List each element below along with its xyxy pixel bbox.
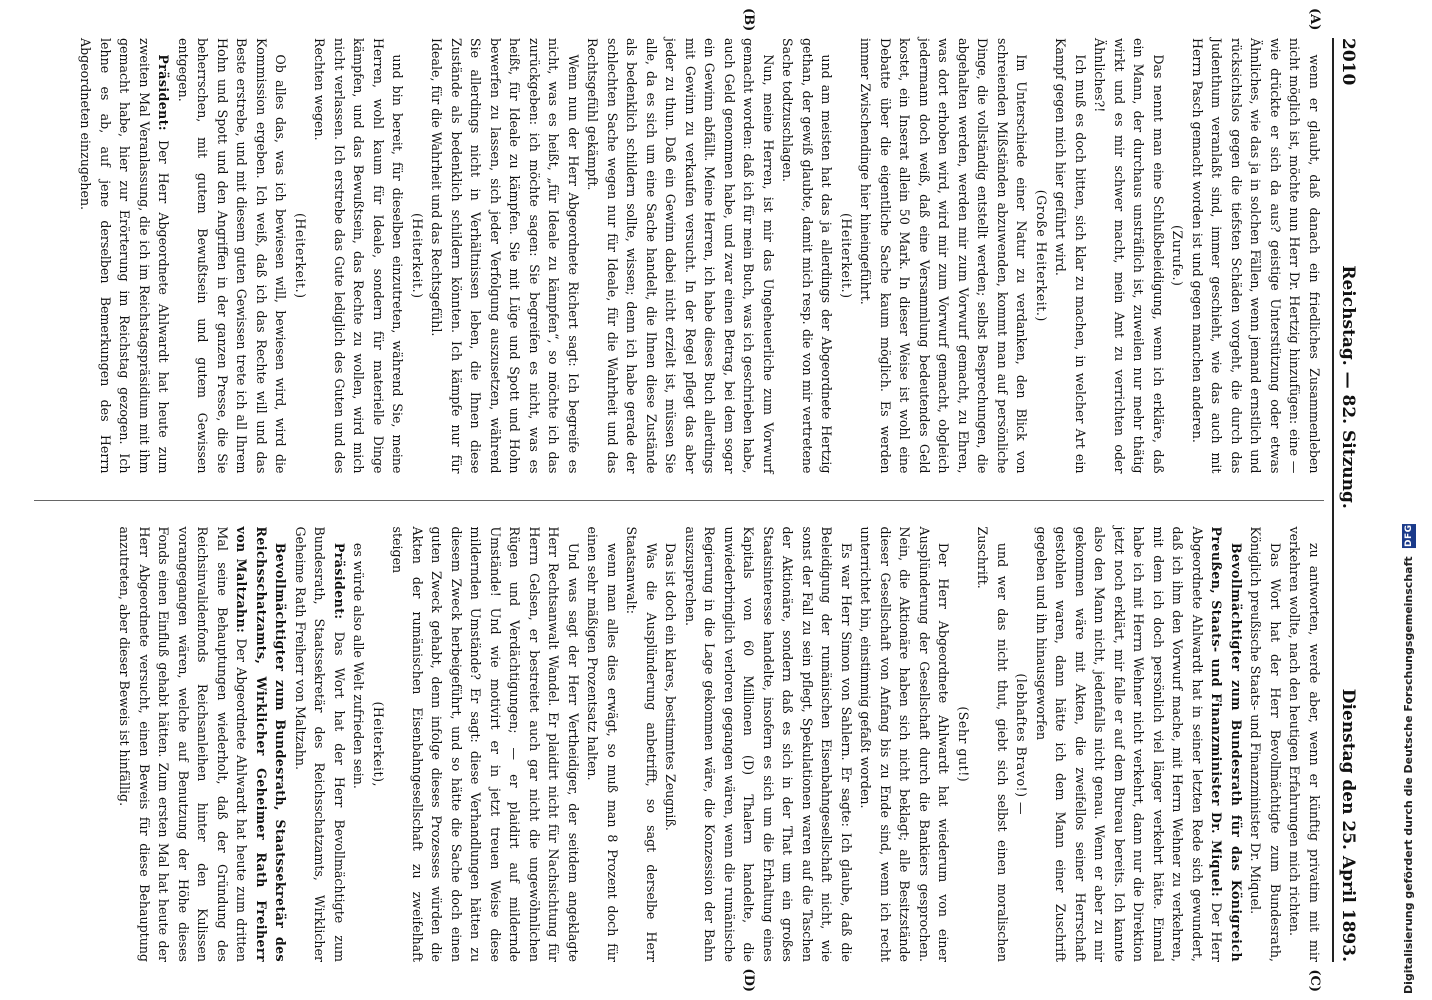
- stage-direction: (Große Heiterkeit.): [1034, 189, 1049, 322]
- stage-direction: (Heiterkeit.): [410, 213, 425, 299]
- page-number: 2010: [1338, 38, 1358, 86]
- paragraph: und am meisten hat das ja allerdings der Abgeordnete Hertzig gethan, der gewiß glaubte, damit mich resp. die von mir vertretene Sache todtzuschlagen.: [780, 38, 835, 474]
- stage-direction: (lebhaftes Bravo!) —: [1014, 673, 1030, 816]
- session-date: Dienstag den 25. April 1893.: [1338, 688, 1358, 962]
- paragraph: Es war Herr Simon von Sahlern. Er sagte: Ich glaube, daß die Beleidigung der rumänischen Eisenbahngesellschaft nicht, wie sonst der Fall zu sein pflegt, Spekulationen waren auf die Taschen der Aktionäre, sondern daß es sich in der That um ein großes Staatsinteresse handelte, insofern es sich um die Erhaltung eines Kapitals von 60 Millionen (D) Thalern handelte, die unwiederbringlich verloren gegangen wären, wenn die rumänische Regierung in die Lage gekommen wäre, die Konzession der Bahn auszusprechen.: [683, 526, 854, 962]
- speech-text: Der Herr Abgeordnete Ahlwardt hat heute zum zweiten Mal Veranlassung, die ich im Reichstagspräsidium mit ihm gemacht habe, hier zur Erörterung im Reichstag gezogen. Ich lehne es ab, auf jene derselben Bemerkungen des Herrn Abgeordneten einzugehen.: [78, 38, 172, 474]
- margin-marker-c: (C): [1307, 969, 1322, 992]
- paragraph: wenn er glaubt, daß danach ein friedliches Zusammenleben nicht möglich ist, möchte nun Herr Dr. Hertzig hinzufügen: eine — wie drückte er sich da aus? geistige Unterstützung oder etwas Ähnliches, wie das ja in solchen Fällen, wenn jemand ernstlich und rücksichtslos gegen die tiefsten Schäden vorgeht, die durch das Judenthum veranlaßt sind, immer geschieht, wie das auch mit Herrn Pasch gemacht worden ist und gegen manchen anderen.: [1190, 38, 1322, 474]
- paragraph: Der Herr Abgeordnete Ahlwardt hat wiederum von einer Ausplünderung der Gesellschaft durch die Bankiers gesprochen. Nein, die Aktionäre haben sich nicht beklagt; alle Besitzstände dieser Gesellschaft von Anfang bis zu Ende sind, wenn ich recht unterrichtet bin, einstimmig gefaßt worden.: [858, 526, 952, 962]
- paragraph: und wer das nicht thut, giebt sich selbst einen moralischen Zuschrift.: [975, 526, 1010, 962]
- paragraph: und bin bereit, für dieselben einzutreten, während Sie, meine Herren, wohl kaum für Ideale, sondern für materielle Dinge kämpfen, und das Bewußtsein, das Rechte zu wollen, wird mich nicht verlassen. Ich erstrebe das Gute lediglich des Guten und des Rechten wegen.: [312, 38, 406, 474]
- paragraph: zu antworten, werde aber, wenn er künftig privatim mit mir verkehren wollte, nach den heutigen Erfahrungen mich richten.: [1287, 526, 1322, 962]
- paragraph: es würde also alle Welt zufrieden sein.: [351, 542, 367, 789]
- margin-marker-b: (B): [741, 8, 756, 32]
- speaker-name: Bevollmächtigter zum Bundesrath, Staatssekretär des Reichsschatzamts, Wirklicher Geheimer Rath Freiherr von Maltzahn:: [234, 526, 289, 962]
- speaker-paragraph: [115, 527, 291, 963]
- stage-direction: (Heiterkeit.): [293, 213, 308, 299]
- left-column: [34, 8, 1324, 474]
- paragraph: Ob alles das, was ich bewiesen will, bewiesen wird, wird die Kommission ergeben. Ich weiß, daß ich das Rechte will und das Beste erstrebe, und mit diesem guten Gewissen trete ich all Ihrem Hohn und Spott und den Angriffen in der ganzen Presse, die Sie beherrschen, mit gutem Bewußtsein und gutem Gewissen entgegen.: [176, 38, 289, 474]
- page-header: [1332, 38, 1358, 962]
- credit-text: Digitalisierung gefördert durch die Deutsche Forschungsgemeinschaft: [1402, 556, 1415, 994]
- speech-text: Der Abgeordnete Ahlwardt hat heute zum dritten Mal seine Behauptungen wiederholt, daß der Gründung des Reichsinvalidenfonds Reichsanleihen hinter den Kulissen vorangegangen wären, welche auf Benutzung der Höhe dieses Fonds einen Einfluß gehabt hätten. Zum ersten Mal hat heute der Herr Abgeordnete versucht, einen Beweis für diese Behauptung anzutreten, aber dieser Beweis ist hinfällig.: [117, 526, 250, 962]
- speech-text: Der Herr Abgeordnete Ahlwardt hat in seiner letzten Rede sich gewundert, daß ich ihm den Vorwurf mache, mit Herrn Wehner zu verkehren, mit dem ich doch persönlich viel länger verkehrt hätte. Einmal habe ich mit Herrn Wehner nicht verkehrt, dann nur die Direktion jetzt noch erklärt, mir falle er auf dem Bureau bereits. Ich kannte also den Mann nicht, jedenfalls nicht genau. Wenn er aber zu mir gekommen wäre mit Akten, die zweifellos seiner Herrschaft gestohlen waren, dann hätte ich dem Mann einer Zuschrift gegeben und ihn hinausgeworfen: [1034, 526, 1225, 962]
- paragraph: Das nennt man eine Schlußbeleidigung, wenn ich erkläre, daß ein Mann, der durchaus unsträflich ist, zuweilen nur mehr thätig wirkt und es mir schwer macht, mein Amt zu verrichten oder Ähnliches?!: [1092, 38, 1166, 474]
- column-divider: [34, 500, 1324, 501]
- speech-text: Das Wort hat der Herr Bevollmächtigte zum Bundesrath, Staatssekretär des Reichsschatzamts, Wirklicher Geheime Rath Freiherr von Maltzahn.: [293, 526, 347, 962]
- stage-direction: (Heiterkeit.): [839, 213, 854, 299]
- stage-direction: (Sehr gut!): [956, 706, 971, 783]
- digitization-credit: [1398, 0, 1432, 1000]
- right-column: [34, 526, 1324, 992]
- speaker-name: Präsident:: [156, 54, 172, 131]
- paragraph: Was die Ausplünderung anbetrifft, so sagt derselbe Herr Staatsanwalt:: [624, 526, 659, 962]
- paragraph: Und was sagt der Herr Vertheidiger, der seitdem angeklagte Herr Rechtsanwalt Wandel. Er plaidirt nicht für Nachsichtung für Herrn Gelsen, er bestreitet auch gar nicht die ungewöhnlichen Rügen und Verdächtigungen; — er plaidirt auf mildernde Umstände! Und wie motivirt er in jetzt treuen Weise diese mildernden Umstände? Er sagt: diese Verhandlungen hätten zu diesem Zweck herbeigeführt, und so hätte die Sache doch einen guten Zweck gehabt, denn infolge dieses Prozesses würden die Akten der rumänischen Eisenbahngesellschaft zu zweifelhaft steigen: [390, 526, 581, 962]
- paragraph: Nun, meine Herren, ist mir das Ungeheuerliche zum Vorwurf gemacht worden: daß ich für mein Buch, was ich geschrieben habe, auch Geld genommen habe, und zwar einen Betrag, bei dem sogar ein Gewinn abfällt. Meine Herren, ich habe dieses Buch allerdings mit Gewinn zu verkaufen versucht. In der Regel pflegt das aber jeder zu thun. Daß ein Gewinn dabei nicht erzielt ist, müssen Sie alle, da es sich um eine Sache handelt, die Ihnen diese Zustände als bedenklich schildern sollte, wissen; denn ich habe gerade der schlechten Sache wegen nur für Ideale, für die Wahrheit und das Rechtsgefühl gekämpft.: [585, 38, 776, 474]
- speaker-name: Bevollmächtigter zum Bundesrath für das Königreich Preußen, Staats- und Finanzminister Dr. Miquel:: [1209, 526, 1244, 962]
- paragraph: wenn man alles dies erwägt, so muß man 8 Prozent doch für einen sehr mäßigen Prozentsatz halten.: [585, 526, 620, 962]
- paragraph: Wenn nun der Herr Abgeordnete Richert sagt: Ich begreife es nicht, was es heißt, „für Ideale zu kämpfen“, so möchte ich das zurückgeben: ich möchte sagen: Sie begreifen es nicht, was es heißt, für Ideale zu kämpfen. Sie mit Lüge und Spott und Hohn bewerfen zu lassen, sich jeder Verfolgung auszusetzen, während Sie allerdings nicht in Verhältnissen leben, die Ihnen diese Zustände als bedenklich schildern könnten. Ich kämpfe nur für Ideale, für die Wahrheit und das Rechtsgefühl.: [429, 38, 581, 474]
- stage-direction: (Zurufe.): [1170, 225, 1186, 287]
- stage-direction: (Heiterkeit),: [371, 701, 386, 787]
- dfg-logo: DFG: [1404, 524, 1414, 548]
- text-columns: [34, 8, 1324, 992]
- paragraph: Ich muß es doch bitten, sich klar zu machen, in welcher Art ein Kampf gegen mich hier geführt wird.: [1053, 38, 1088, 474]
- speaker-name: Präsident:: [332, 542, 347, 620]
- speaker-paragraph: [1032, 527, 1247, 963]
- margin-marker-a: (A): [1307, 8, 1322, 31]
- paragraph: Im Unterschiede einer Natur zu verdanken, den Blick von schreienden Mißständen abzuwenden, kommt man auf persönliche Dinge, die vollständig entstellt werden; selbst Besprechungen, die abgehalten werden, werden mir zum Vorwurf gemacht, zu Ehren, was dort erhoben wird, wird mir zum Vorwurf gemacht, obgleich jedermann doch weiß, daß eine Versammlung bedeutendes Geld kostet, ein Inserat allein 50 Mark. In dieser Weise ist wohl eine Debatte über die eigentliche Sache kaum möglich. Es werden immer Zwischendinge hier hineingeführt.: [858, 38, 1030, 474]
- paragraph: Das ist doch ein klares, bestimmtes Zeugniß.: [663, 542, 679, 831]
- session-title: Reichstag. — 82. Sitzung.: [1338, 265, 1358, 509]
- paragraph: Das Wort hat der Herr Bevollmächtigte zum Bundesrath, Königlich preußische Staats- und Finanzminister Dr. Miquel.: [1248, 526, 1283, 962]
- margin-marker-d: (D): [741, 968, 756, 992]
- speaker-paragraph: [291, 527, 350, 963]
- speaker-paragraph: [76, 38, 174, 474]
